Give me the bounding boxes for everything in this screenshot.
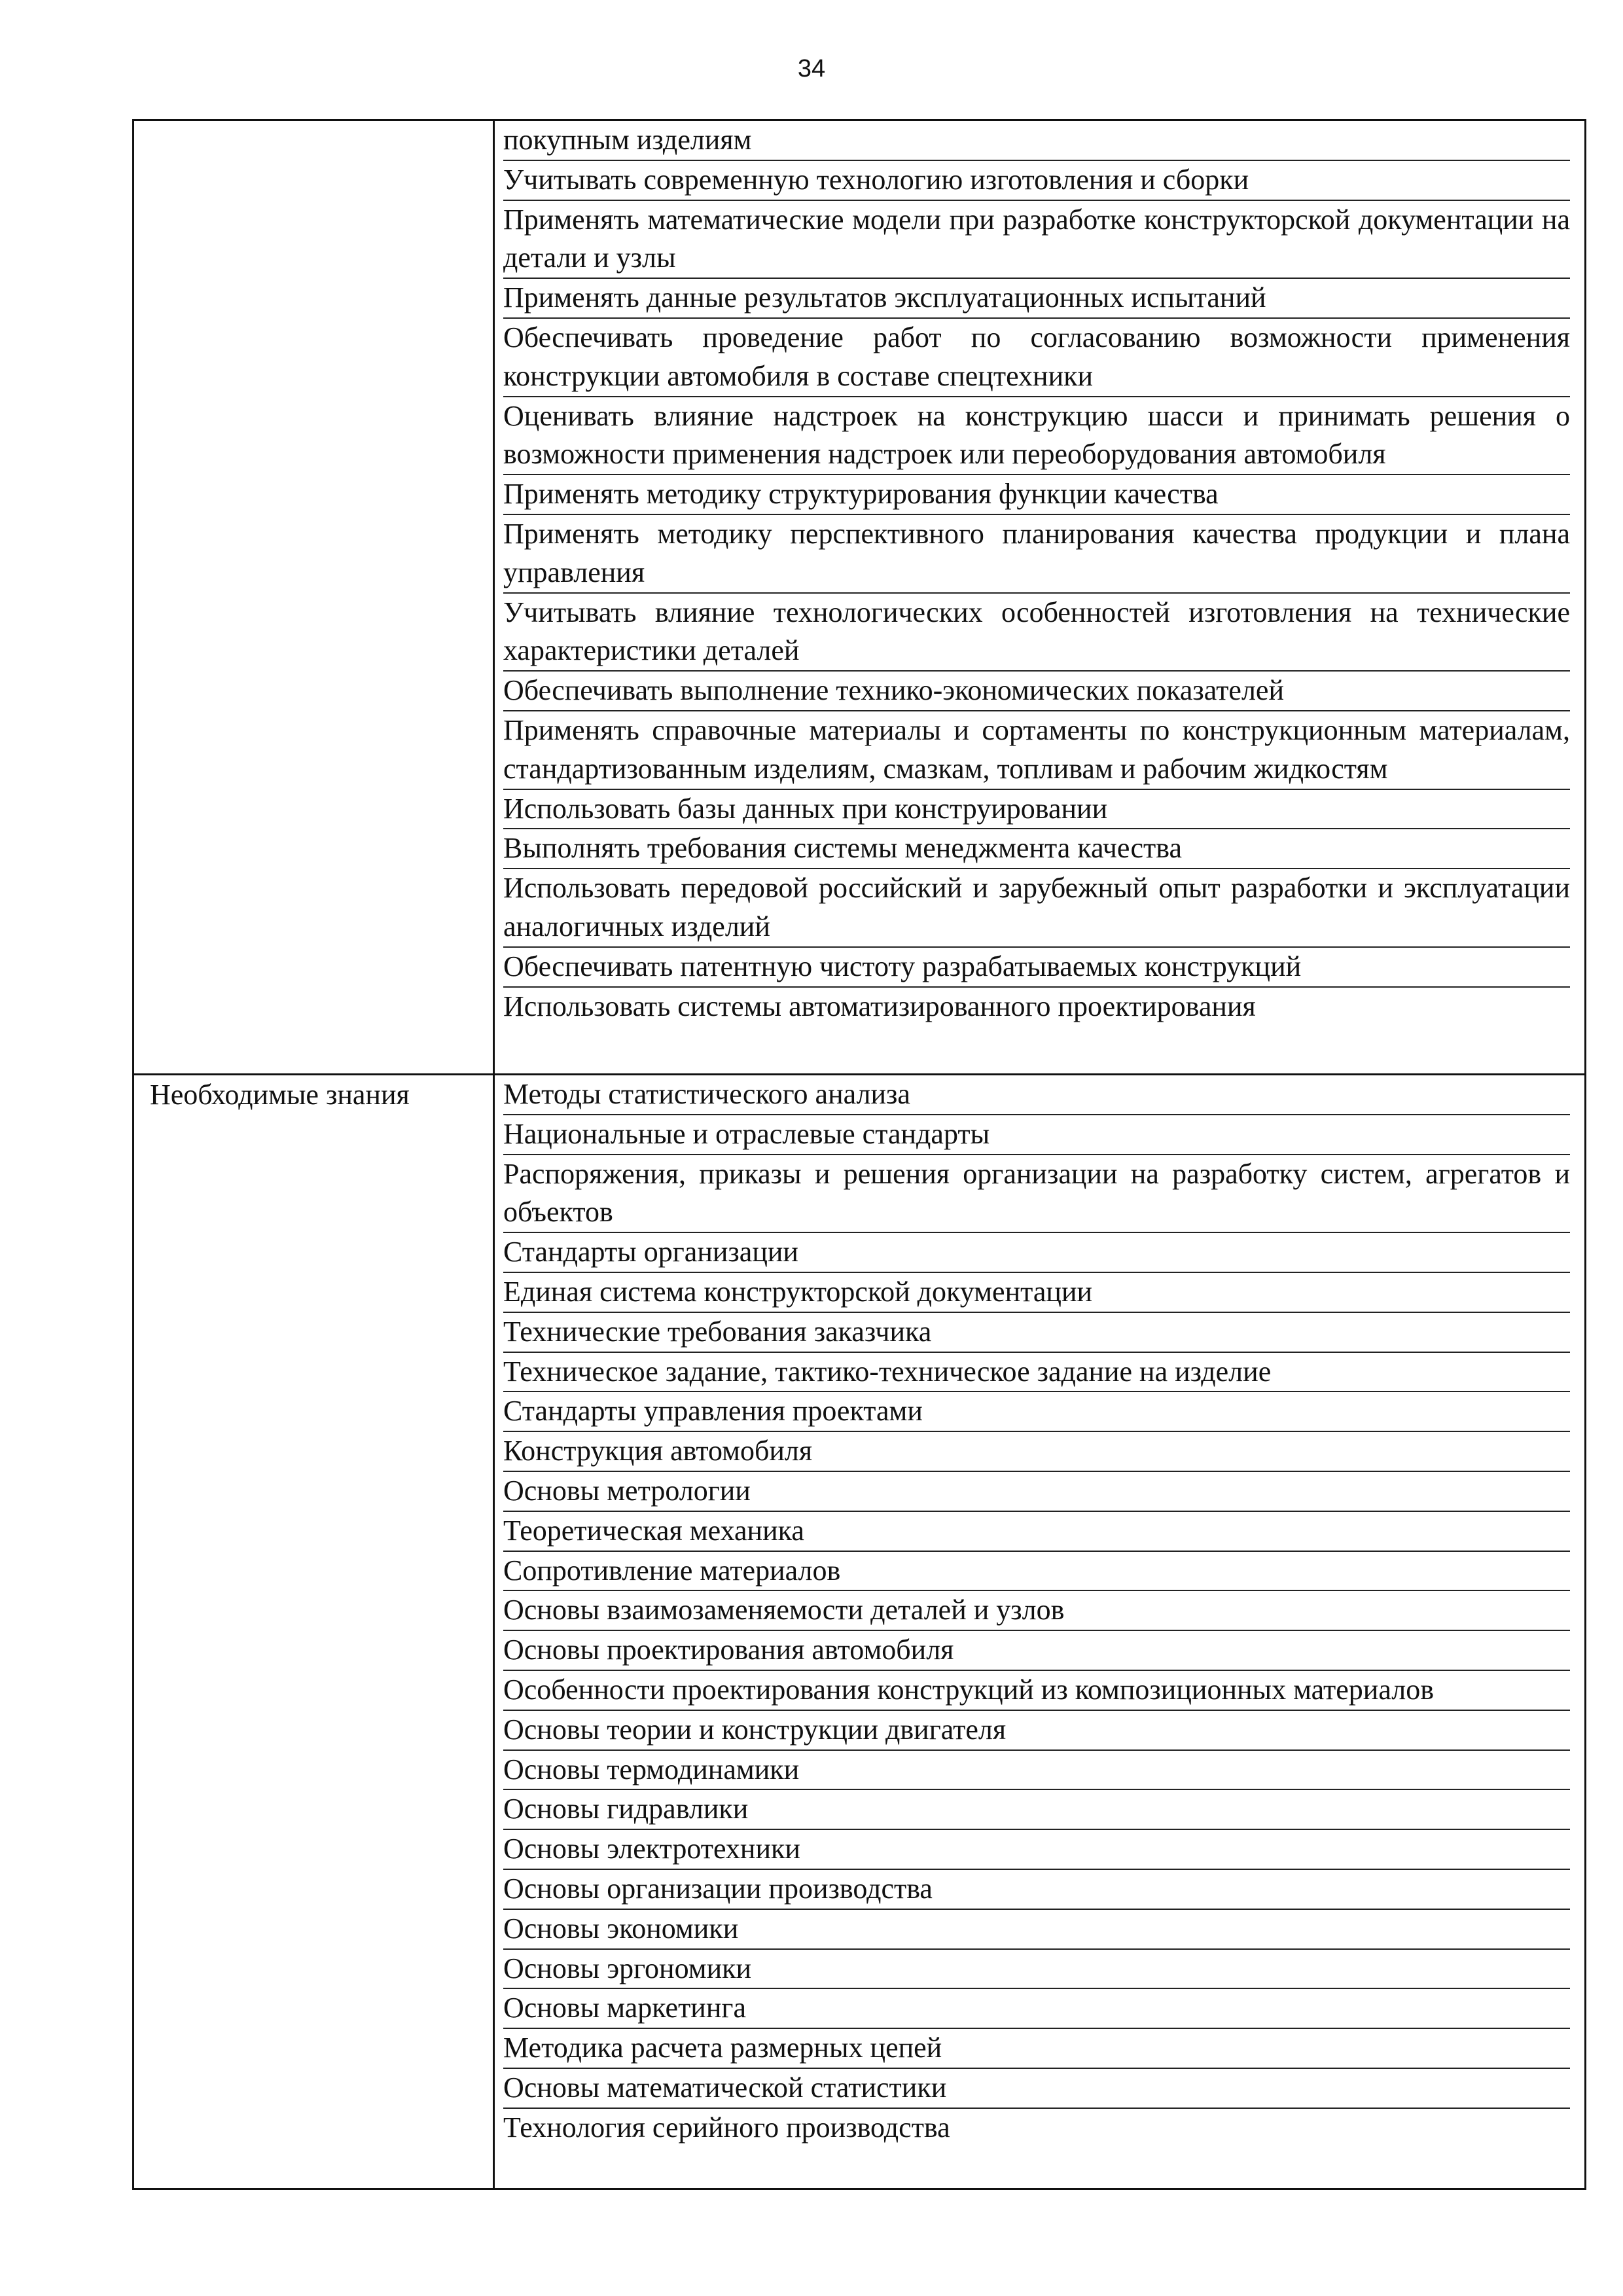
list-item: Основы математической статистики: [503, 2069, 1570, 2109]
list-item: Основы метрологии: [503, 1472, 1570, 1512]
list-item: Стандарты управления проектами: [503, 1392, 1570, 1432]
list-item: Техническое задание, тактико-техническое задание на изделие: [503, 1353, 1570, 1393]
list-item: Применять методику структурирования функции качества: [503, 475, 1570, 515]
list-item: Основы маркетинга: [503, 1989, 1570, 2029]
list-item: Технология серийного производства: [503, 2111, 950, 2144]
list-item: Основы гидравлики: [503, 1790, 1570, 1830]
list-item: Особенности проектирования конструкций из композиционных материалов: [503, 1671, 1570, 1711]
list-item: Стандарты организации: [503, 1233, 1570, 1273]
list-item: Учитывать влияние технологических особенностей изготовления на технические характеристики деталей: [503, 594, 1570, 672]
list-item: Основы теории и конструкции двигателя: [503, 1711, 1570, 1751]
list-item: Использовать системы автоматизированного проектирования: [503, 990, 1256, 1022]
list-item: Обеспечивать выполнение технико-экономических показателей: [503, 672, 1570, 711]
list-item: Основы электротехники: [503, 1830, 1570, 1870]
skills-continuation-block: [503, 121, 1570, 1026]
list-item: Применять методику перспективного планирования качества продукции и плана управления: [503, 515, 1570, 594]
list-item: Обеспечивать патентную чистоту разрабатываемых конструкций: [503, 948, 1570, 988]
list-item: Основы организации производства: [503, 1870, 1570, 1910]
list-item: Национальные и отраслевые стандарты: [503, 1115, 1570, 1155]
list-item: Применять математические модели при разработке конструкторской документации на детали и узлы: [503, 201, 1570, 279]
list-item: Основы экономики: [503, 1910, 1570, 1950]
list-item: Распоряжения, приказы и решения организации на разработку систем, агрегатов и объектов: [503, 1155, 1570, 1234]
list-item: Применять данные результатов эксплуатационных испытаний: [503, 279, 1570, 319]
list-item: Методы статистического анализа: [503, 1075, 1570, 1115]
list-item: Основы термодинамики: [503, 1751, 1570, 1791]
list-item: Теоретическая механика: [503, 1512, 1570, 1552]
section-label-required-knowledge: Необходимые знания: [150, 1079, 410, 1111]
list-item: Основы взаимозаменяемости деталей и узлов: [503, 1591, 1570, 1631]
list-item: Технические требования заказчика: [503, 1313, 1570, 1353]
list-item: Использовать передовой российский и зарубежный опыт разработки и эксплуатации аналогичных изделий: [503, 869, 1570, 948]
column-divider: [493, 121, 495, 2188]
list-item: Обеспечивать проведение работ по согласованию возможности применения конструкции автомобиля в составе спецтехники: [503, 319, 1570, 397]
list-item: Основы эргономики: [503, 1950, 1570, 1990]
list-item: Конструкция автомобиля: [503, 1432, 1570, 1472]
list-item: Использовать базы данных при конструировании: [503, 790, 1570, 830]
list-item: Выполнять требования системы менеджмента качества: [503, 829, 1570, 869]
page-number: 34: [797, 55, 826, 82]
list-item: Оценивать влияние надстроек на конструкцию шасси и принимать решения о возможности применения надстроек или переоборудования автомобиля: [503, 397, 1570, 476]
requirements-table: [132, 119, 1586, 2190]
list-item: Сопротивление материалов: [503, 1552, 1570, 1592]
list-item: Методика расчета размерных цепей: [503, 2029, 1570, 2069]
knowledge-block: [503, 1075, 1570, 2147]
list-item: Основы проектирования автомобиля: [503, 1631, 1570, 1671]
list-item: Учитывать современную технологию изготовления и сборки: [503, 161, 1570, 201]
list-item: Применять справочные материалы и сортаменты по конструкционным материалам, стандартизованным изделиям, смазкам, топливам и рабочим жидкостям: [503, 711, 1570, 790]
list-item: Единая система конструкторской документации: [503, 1273, 1570, 1313]
list-item: покупным изделиям: [503, 121, 1570, 161]
